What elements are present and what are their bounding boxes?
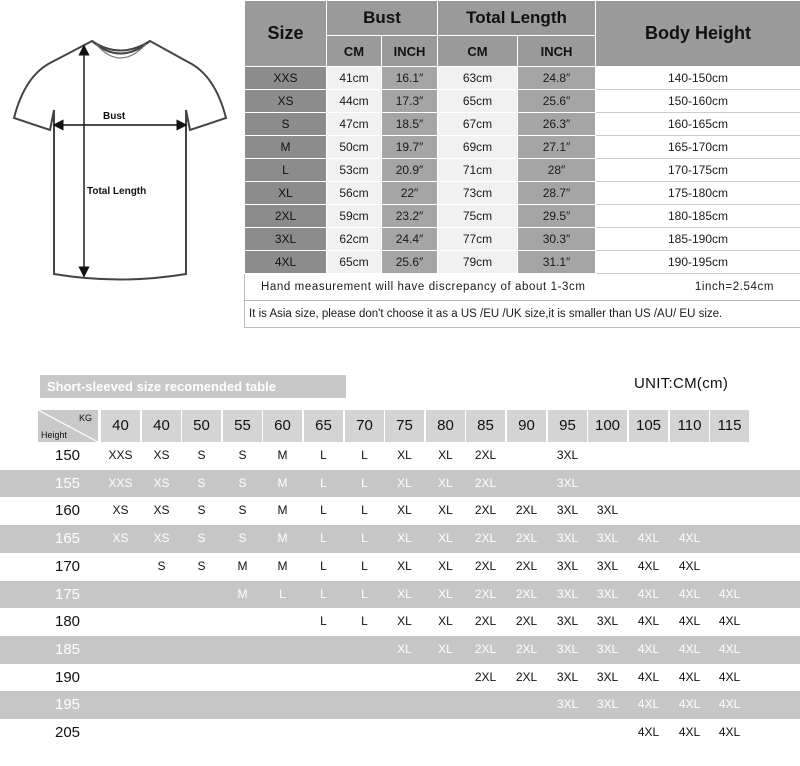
size-recommendation: 4XL: [718, 586, 741, 601]
size-recommendation: 3XL: [596, 503, 619, 518]
size-recommendation: L: [320, 503, 327, 518]
recommend-row: [0, 525, 800, 553]
header-size: Size: [245, 1, 327, 67]
size-recommendation: L: [320, 475, 327, 490]
recommend-row: [0, 470, 800, 498]
size-recommendation: L: [320, 586, 327, 601]
size-recommendation: XL: [438, 475, 453, 490]
weight-header-cell: 40: [142, 410, 181, 442]
note-measurement-row: [245, 274, 800, 301]
size-recommendation: 3XL: [556, 586, 579, 601]
size-recommendation: 2XL: [474, 475, 497, 490]
height-cell: 180-185cm: [596, 205, 800, 228]
size-recommendation: 2XL: [474, 503, 497, 518]
bust-in-cell: 16.1″: [382, 67, 438, 90]
note-inch-conversion: 1inch=2.54cm: [694, 281, 775, 293]
size-row: [245, 113, 800, 136]
height-value: 150: [55, 447, 81, 464]
size-row: [245, 205, 800, 228]
height-cell: 190-195cm: [596, 251, 800, 274]
recommend-row: [0, 608, 800, 636]
size-recommendation: 4XL: [718, 725, 741, 739]
size-row: [245, 251, 800, 274]
bust-label: Bust: [103, 111, 126, 122]
weight-header-cell: 115: [710, 410, 749, 442]
height-cell: 160-165cm: [596, 113, 800, 136]
size-recommendation: S: [238, 503, 247, 518]
recommend-row: [0, 664, 800, 692]
size-recommendation: XL: [438, 503, 453, 518]
len-cm-cell: 63cm: [438, 67, 518, 90]
weight-header-cell: 55: [223, 410, 262, 442]
weight-header-cell: 60: [263, 410, 302, 442]
size-recommendation: 3XL: [556, 697, 579, 712]
size-cell: XXS: [245, 67, 327, 90]
len-cm-cell: 69cm: [438, 136, 518, 159]
size-row: [245, 159, 800, 182]
len-cm-cell: 79cm: [438, 251, 518, 274]
size-recommendation: XL: [438, 641, 453, 656]
size-cell: L: [245, 159, 327, 182]
header-bust: Bust: [327, 1, 438, 36]
note-asia-size: It is Asia size, please don't choose it as a US /EU /UK size,it is smaller than US /AU/ EU size.: [245, 301, 800, 328]
size-recommendation: S: [238, 531, 247, 546]
weight-header-cell: 85: [466, 410, 505, 442]
bust-cm-cell: 59cm: [327, 205, 382, 228]
tshirt-outline-icon: [0, 0, 240, 300]
height-cell: 175-180cm: [596, 182, 800, 205]
size-recommendation: XS: [112, 531, 129, 546]
note-measurement: Hand measurement will have discrepancy of about 1-3cm: [261, 281, 586, 293]
recommend-table-title: Short-sleeved size recomended table: [40, 375, 346, 398]
len-cm-cell: 71cm: [438, 159, 518, 182]
bust-in-cell: 22″: [382, 182, 438, 205]
size-recommendation: XS: [153, 503, 170, 518]
size-recommendation: 3XL: [596, 641, 619, 656]
size-recommendation: L: [361, 586, 368, 601]
size-recommendation: 4XL: [718, 669, 741, 684]
bust-in-cell: 23.2″: [382, 205, 438, 228]
header-length-cm: CM: [438, 36, 518, 67]
size-recommendation: L: [361, 503, 368, 518]
len-cm-cell: 65cm: [438, 90, 518, 113]
size-recommendation: M: [277, 558, 288, 573]
recommend-row: [0, 719, 800, 747]
size-recommendation: S: [197, 448, 206, 462]
size-recommendation: 2XL: [474, 669, 497, 684]
size-recommendation: L: [361, 448, 368, 462]
size-recommendation: 3XL: [596, 669, 619, 684]
size-recommendation: 2XL: [474, 614, 497, 629]
size-recommendation: S: [197, 503, 206, 518]
tshirt-diagram: [0, 0, 240, 300]
len-in-cell: 28.7″: [518, 182, 596, 205]
height-value: 180: [55, 613, 81, 631]
size-recommendation: M: [277, 475, 288, 490]
weight-header-cell: 100: [588, 410, 627, 442]
height-value: 165: [55, 530, 81, 548]
recommend-row: [0, 442, 800, 470]
weight-header-cell: 40: [101, 410, 140, 442]
height-cell: 165-170cm: [596, 136, 800, 159]
len-in-cell: 31.1″: [518, 251, 596, 274]
size-recommendation: 4XL: [678, 586, 701, 601]
size-recommendation: 2XL: [515, 503, 538, 518]
bust-cm-cell: 47cm: [327, 113, 382, 136]
size-recommendation: 4XL: [718, 697, 741, 712]
size-recommendation: XL: [438, 531, 453, 546]
header-body-height: Body Height: [596, 1, 800, 67]
recommend-row: [0, 581, 800, 609]
size-recommendation: 3XL: [556, 641, 579, 656]
size-recommendation: 2XL: [515, 558, 538, 573]
size-recommendation: 4XL: [678, 614, 701, 629]
size-recommendation: XL: [438, 558, 453, 573]
size-recommendation: 4XL: [678, 641, 701, 656]
bust-cm-cell: 62cm: [327, 228, 382, 251]
size-recommendation: 4XL: [678, 558, 701, 573]
weight-header-cell: 105: [629, 410, 668, 442]
size-recommendation: 4XL: [637, 531, 660, 546]
bust-cm-cell: 53cm: [327, 159, 382, 182]
height-value: 205: [55, 724, 81, 741]
height-value: 170: [55, 557, 81, 575]
size-recommendation: XL: [397, 614, 412, 629]
size-recommendation: XL: [397, 586, 412, 601]
size-recommendation: 2XL: [474, 448, 497, 462]
bust-cm-cell: 50cm: [327, 136, 382, 159]
size-recommendation: 4XL: [637, 614, 660, 629]
size-recommendation: L: [320, 614, 327, 629]
recommend-row: [0, 553, 800, 581]
len-in-cell: 24.8″: [518, 67, 596, 90]
size-recommendation: XS: [153, 475, 170, 490]
weight-header-cell: 65: [304, 410, 343, 442]
size-recommendation: 4XL: [718, 641, 741, 656]
size-cell: XL: [245, 182, 327, 205]
size-cell: 2XL: [245, 205, 327, 228]
recommend-row: [0, 497, 800, 525]
size-recommendation: S: [197, 558, 206, 573]
size-recommendation: S: [157, 558, 166, 573]
size-recommendation: XS: [153, 531, 170, 546]
len-in-cell: 28″: [518, 159, 596, 182]
size-recommendation: 3XL: [596, 614, 619, 629]
size-cell: 3XL: [245, 228, 327, 251]
weight-header-cell: 50: [182, 410, 221, 442]
bust-in-cell: 19.7″: [382, 136, 438, 159]
size-recommendation: L: [361, 614, 368, 629]
corner-height-label: Height: [41, 430, 68, 440]
bust-cm-cell: 65cm: [327, 251, 382, 274]
size-recommendation: 2XL: [515, 669, 538, 684]
size-recommendation: 3XL: [596, 558, 619, 573]
height-value: 195: [55, 696, 81, 714]
size-recommendation: 3XL: [596, 586, 619, 601]
size-recommendation: XL: [438, 448, 453, 462]
size-recommendation: 3XL: [596, 531, 619, 546]
size-row: [245, 182, 800, 205]
bust-cm-cell: 56cm: [327, 182, 382, 205]
size-recommendation: 4XL: [637, 586, 660, 601]
header-total-length: Total Length: [438, 1, 596, 36]
size-recommendation: 2XL: [515, 586, 538, 601]
bust-in-cell: 20.9″: [382, 159, 438, 182]
size-recommendation: XL: [397, 503, 412, 518]
size-chart-table: [244, 0, 800, 328]
size-recommendation: S: [197, 531, 206, 546]
unit-label: UNIT:CM(cm): [634, 375, 729, 392]
height-value: 185: [55, 640, 81, 658]
weight-header-cell: 110: [670, 410, 709, 442]
len-cm-cell: 73cm: [438, 182, 518, 205]
size-recommendation: XXS: [108, 475, 133, 490]
size-recommendation: S: [238, 475, 247, 490]
size-recommendation: XL: [397, 558, 412, 573]
bust-in-cell: 17.3″: [382, 90, 438, 113]
size-recommendation: 4XL: [678, 669, 701, 684]
size-recommendation: XL: [397, 531, 412, 546]
size-recommendation: M: [277, 448, 288, 462]
size-recommendation: L: [361, 475, 368, 490]
size-recommendation: XS: [112, 503, 129, 518]
height-value: 190: [55, 668, 81, 686]
size-recommendation: L: [320, 448, 327, 462]
height-cell: 185-190cm: [596, 228, 800, 251]
len-cm-cell: 75cm: [438, 205, 518, 228]
recommend-row: [0, 691, 800, 719]
bust-cm-cell: 41cm: [327, 67, 382, 90]
len-in-cell: 30.3″: [518, 228, 596, 251]
size-row: [245, 67, 800, 90]
header-length-inch: INCH: [518, 36, 596, 67]
size-recommendation: 2XL: [474, 558, 497, 573]
size-recommendation: 2XL: [515, 614, 538, 629]
bust-cm-cell: 44cm: [327, 90, 382, 113]
len-cm-cell: 67cm: [438, 113, 518, 136]
size-row: [245, 136, 800, 159]
height-cell: 150-160cm: [596, 90, 800, 113]
size-recommendation: 3XL: [556, 558, 579, 573]
size-row: [245, 90, 800, 113]
size-recommendation: S: [197, 475, 206, 490]
size-recommendation: L: [320, 531, 327, 546]
size-recommendation: 4XL: [718, 614, 741, 629]
size-recommendation: 2XL: [474, 586, 497, 601]
weight-header-cell: 90: [507, 410, 546, 442]
size-recommendation: 3XL: [556, 669, 579, 684]
size-cell: M: [245, 136, 327, 159]
size-cell: XS: [245, 90, 327, 113]
header-bust-cm: CM: [327, 36, 382, 67]
size-recommendation: L: [361, 531, 368, 546]
size-recommendation: XL: [438, 586, 453, 601]
len-in-cell: 26.3″: [518, 113, 596, 136]
len-in-cell: 25.6″: [518, 90, 596, 113]
size-recommendation: 4XL: [678, 725, 701, 739]
size-recommendation: 2XL: [515, 531, 538, 546]
len-in-cell: 27.1″: [518, 136, 596, 159]
size-recommendation: 4XL: [637, 558, 660, 573]
size-cell: S: [245, 113, 327, 136]
size-recommendation: 4XL: [678, 697, 701, 712]
size-recommendation: 4XL: [637, 697, 660, 712]
size-recommendation: M: [277, 531, 288, 546]
size-recommendation: 2XL: [474, 641, 497, 656]
size-recommendation: XL: [397, 475, 412, 490]
size-recommendation: S: [238, 448, 247, 462]
size-recommendation: 4XL: [637, 725, 660, 739]
size-recommendation: XL: [397, 641, 412, 656]
size-recommendation: 2XL: [474, 531, 497, 546]
size-recommendation: 2XL: [515, 641, 538, 656]
corner-kg-label: KG: [78, 413, 92, 423]
size-recommendation: XXS: [108, 448, 133, 462]
size-recommendation: 4XL: [678, 531, 701, 546]
weight-header-cell: 75: [385, 410, 424, 442]
bust-in-cell: 24.4″: [382, 228, 438, 251]
bust-in-cell: 25.6″: [382, 251, 438, 274]
header-bust-inch: INCH: [382, 36, 438, 67]
size-recommendation: L: [320, 558, 327, 573]
size-recommendation: L: [279, 586, 286, 601]
height-value: 155: [55, 474, 81, 492]
size-cell: 4XL: [245, 251, 327, 274]
corner-cell: [38, 410, 98, 442]
size-recommendation: 3XL: [556, 614, 579, 629]
height-value: 160: [55, 502, 81, 520]
size-row: [245, 228, 800, 251]
size-recommendation: 3XL: [556, 475, 579, 490]
size-recommendation: XL: [438, 614, 453, 629]
recommend-row: [0, 636, 800, 664]
len-in-cell: 29.5″: [518, 205, 596, 228]
size-recommendation: M: [237, 586, 248, 601]
size-recommendation: XS: [153, 448, 170, 462]
size-recommendation: XL: [397, 448, 412, 462]
size-recommendation: 4XL: [637, 641, 660, 656]
size-recommendation: 3XL: [556, 503, 579, 518]
weight-header-row: [38, 410, 800, 442]
total-length-label: Total Length: [87, 186, 147, 197]
size-recommendation: 4XL: [637, 669, 660, 684]
height-cell: 140-150cm: [596, 67, 800, 90]
weight-header-cell: 95: [548, 410, 587, 442]
height-cell: 170-175cm: [596, 159, 800, 182]
size-recommendation: M: [277, 503, 288, 518]
size-recommendation: L: [361, 558, 368, 573]
len-cm-cell: 77cm: [438, 228, 518, 251]
weight-header-cell: 70: [345, 410, 384, 442]
height-value: 175: [55, 585, 81, 603]
weight-header-cell: 80: [426, 410, 465, 442]
size-recommendation: 3XL: [596, 697, 619, 712]
size-recommendation: 3XL: [556, 531, 579, 546]
size-recommendation: 3XL: [556, 448, 579, 462]
bust-in-cell: 18.5″: [382, 113, 438, 136]
size-recommendation: M: [237, 558, 248, 573]
